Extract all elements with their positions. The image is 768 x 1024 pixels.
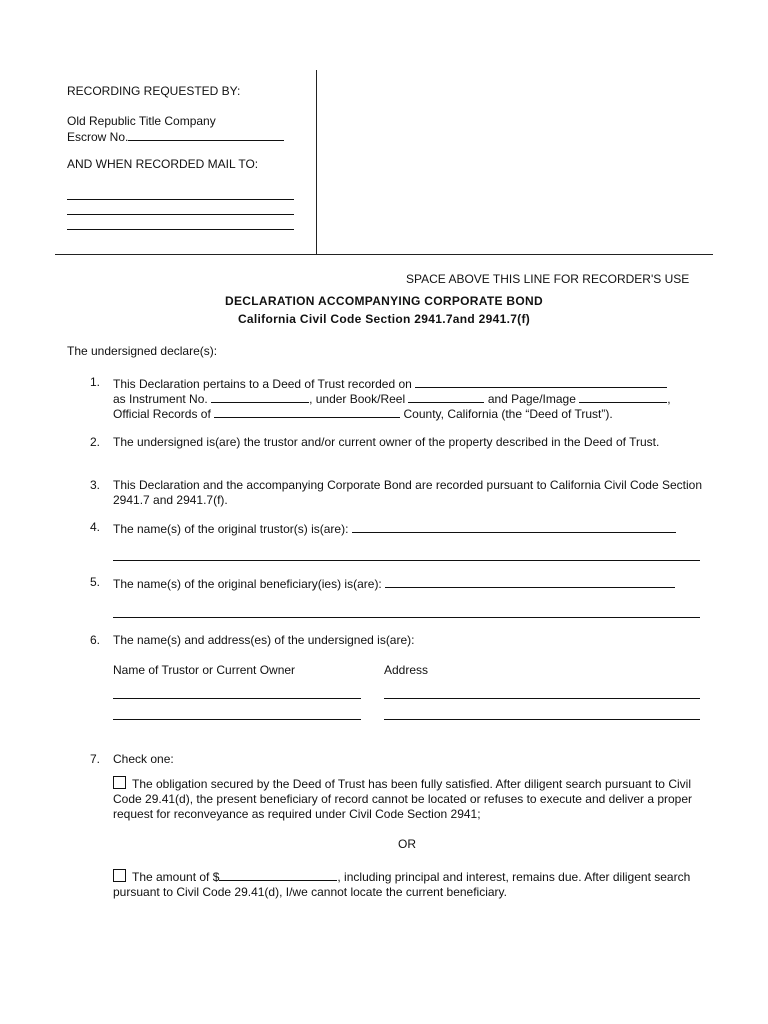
mail-to-line-2[interactable] — [67, 214, 294, 215]
address-line-1[interactable] — [384, 698, 700, 699]
item-1-text-a: This Declaration pertains to a Deed of Trust recorded on — [113, 377, 412, 391]
item-5-line — [113, 575, 703, 592]
original-beneficiary-line-2[interactable] — [113, 617, 700, 618]
item-3-text: This Declaration and the accompanying Corporate Bond are recorded pursuant to California Civil Code Section 2941.7 and 2941.7(f). — [113, 478, 702, 507]
option-2 — [113, 868, 705, 900]
item-4-number: 4. — [90, 520, 101, 534]
option-2-text-a: The amount of $ — [132, 870, 220, 884]
address-line-2[interactable] — [384, 719, 700, 720]
escrow-row — [67, 128, 284, 145]
recorder-use-label: SPACE ABOVE THIS LINE FOR RECORDER'S USE — [406, 272, 690, 286]
address-column-header: Address — [384, 663, 429, 677]
mail-to-line-3[interactable] — [67, 229, 294, 230]
item-3-number: 3. — [90, 478, 101, 492]
option-1-text: The obligation secured by the Deed of Trust has been fully satisfied. After diligent search pursuant to Civil Code 29.41(d), the present beneficiary of record cannot be located or refuses to execute and deliver a proper request for reconveyance as required under Civil Code Section 2941; — [113, 777, 693, 821]
option-2-checkbox[interactable] — [113, 869, 126, 882]
name-column-header: Name of Trustor or Current Owner — [113, 663, 296, 677]
recording-requested-label: RECORDING REQUESTED BY: — [67, 84, 241, 98]
original-trustor-field[interactable] — [352, 520, 676, 533]
item-5-number: 5. — [90, 575, 101, 589]
item-4-line — [113, 520, 703, 537]
item-1-line-3 — [113, 405, 703, 422]
company-name: Old Republic Title Company — [67, 114, 216, 128]
header-vertical-divider — [316, 70, 317, 254]
item-1-text-b: as Instrument No. — [113, 392, 208, 406]
escrow-label: Escrow No. — [67, 130, 129, 144]
item-4-text: The name(s) of the original trustor(s) is(are): — [113, 522, 349, 536]
escrow-number-field[interactable] — [128, 128, 284, 141]
original-beneficiary-field[interactable] — [385, 575, 675, 588]
book-reel-field[interactable] — [408, 390, 484, 403]
intro-text: The undersigned declare(s): — [67, 344, 218, 358]
recorded-date-field[interactable] — [415, 375, 667, 388]
item-7-text: Check one: — [113, 752, 174, 766]
name-line-2[interactable] — [113, 719, 361, 720]
name-line-1[interactable] — [113, 698, 361, 699]
item-2-text: The undersigned is(are) the trustor and/or current owner of the property described in the Deed of Trust. — [113, 435, 660, 449]
county-field[interactable] — [214, 405, 400, 418]
mail-to-line-1[interactable] — [67, 199, 294, 200]
document-subtitle: California Civil Code Section 2941.7and 2941.7(f) — [237, 312, 531, 326]
item-1-text-c: , under Book/Reel — [309, 392, 406, 406]
recorder-space-divider — [55, 254, 713, 255]
item-1-text-e: , — [667, 392, 671, 406]
instrument-number-field[interactable] — [211, 390, 309, 403]
or-separator: OR — [398, 837, 416, 851]
document-title: DECLARATION ACCOMPANYING CORPORATE BOND — [225, 294, 543, 308]
item-2-number: 2. — [90, 435, 101, 449]
item-1-text-g: County, California (the “Deed of Trust”). — [403, 407, 613, 421]
amount-due-field[interactable] — [219, 868, 337, 881]
item-5-text: The name(s) of the original beneficiary(ies) is(are): — [113, 577, 382, 591]
item-1-text-f: Official Records of — [113, 407, 211, 421]
option-1-checkbox[interactable] — [113, 776, 126, 789]
page-image-field[interactable] — [579, 390, 667, 403]
item-1-number: 1. — [90, 375, 101, 389]
item-1-text-d: and Page/Image — [487, 392, 576, 406]
original-trustor-line-2[interactable] — [113, 560, 700, 561]
item-6-number: 6. — [90, 633, 101, 647]
mail-to-label: AND WHEN RECORDED MAIL TO: — [67, 157, 259, 171]
item-6-text: The name(s) and address(es) of the undersigned is(are): — [113, 633, 415, 647]
option-1 — [113, 776, 705, 822]
option-2-text-b: , including principal and interest, remains due. After diligent search pursuant to Civil Code 29.41(d), I/we cannot locate the current beneficiary. — [113, 870, 691, 899]
item-7-number: 7. — [90, 752, 101, 766]
